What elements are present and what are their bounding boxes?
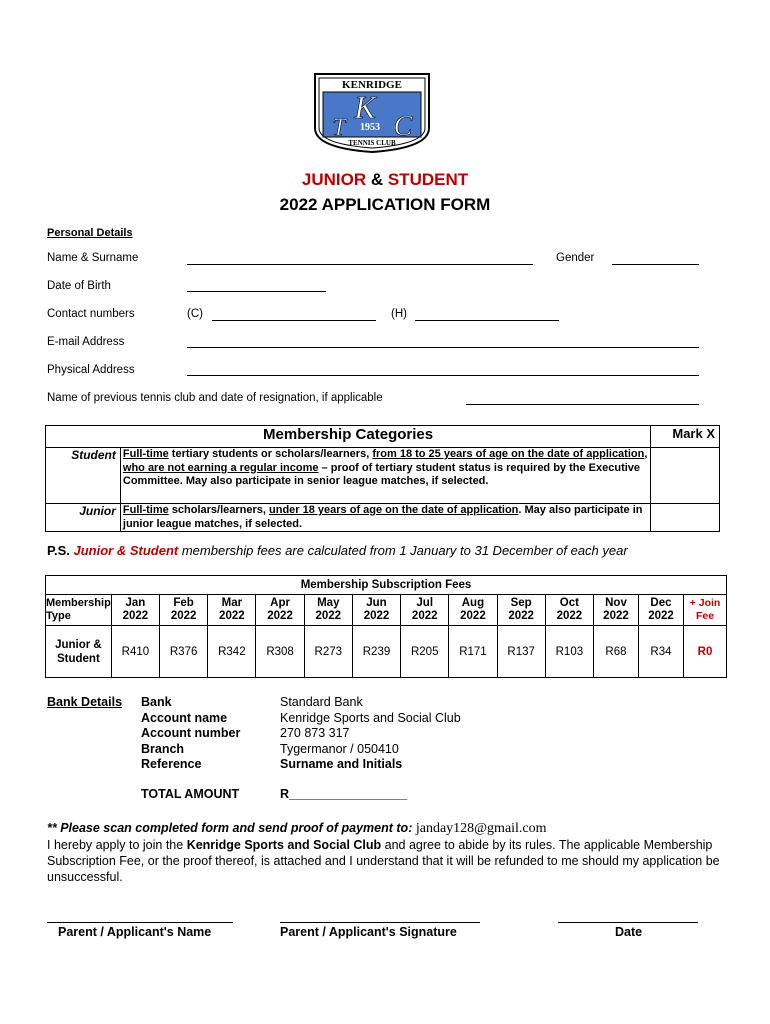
- categories-heading: Membership Categories: [46, 426, 651, 448]
- join-fee-value: R0: [684, 626, 727, 678]
- applicant-name-line[interactable]: [47, 922, 233, 923]
- cell-field[interactable]: [212, 320, 376, 321]
- form-title: [0, 170, 770, 190]
- declaration: ** Please scan completed form and send proof of payment to: janday128@gmail.com I hereby apply to join the Kenridge Sports and Social Club and agree to abide by its rules. The applicable Membership Subscription Fee, or the proof thereof, is attached and I understand that it will be refunded to me should my application be unsuccessful.: [47, 821, 720, 884]
- svg-text:KENRIDGE: KENRIDGE: [342, 79, 402, 91]
- junior-category-description: Full-time scholars/learners, under 18 years of age on the date of application. May also participate in junior league matches, if selected.: [120, 504, 650, 532]
- bank-field-value: Kenridge Sports and Social Club: [280, 710, 461, 725]
- gender-label: Gender: [556, 252, 595, 264]
- form-subtitle: 2022 APPLICATION FORM: [279, 195, 491, 214]
- svg-text:C: C: [393, 111, 413, 142]
- fee-value: R376: [160, 626, 208, 678]
- address-field[interactable]: [187, 375, 699, 376]
- svg-text:TENNIS CLUB: TENNIS CLUB: [348, 139, 396, 147]
- dob-label: Date of Birth: [47, 280, 111, 292]
- gender-field[interactable]: [612, 264, 699, 265]
- month-header: Jun 2022: [352, 595, 400, 626]
- applicant-name-label: Parent / Applicant's Name: [58, 925, 212, 939]
- bank-field-value: Standard Bank: [280, 695, 363, 709]
- membership-type-header: Membership Type: [46, 595, 112, 626]
- membership-categories-table: [45, 425, 720, 532]
- month-header: Jul 2022: [401, 595, 449, 626]
- fee-value: R68: [593, 626, 638, 678]
- bank-field-label: Account number: [141, 726, 241, 740]
- title-junior: JUNIOR: [301, 170, 367, 189]
- address-label: Physical Address: [47, 364, 135, 376]
- mark-x-header: Mark X: [651, 426, 720, 448]
- row-label: Junior & Student: [46, 626, 112, 678]
- month-header: Oct 2022: [545, 595, 593, 626]
- join-fee-header: + Join Fee: [684, 595, 727, 626]
- previous-club-label: Name of previous tennis club and date of resignation, if applicable: [47, 392, 383, 404]
- month-header: Dec 2022: [638, 595, 683, 626]
- svg-text:K: K: [354, 89, 376, 125]
- fee-value: R137: [497, 626, 545, 678]
- total-amount-label: TOTAL AMOUNT: [141, 787, 240, 801]
- name-label: Name & Surname: [47, 252, 139, 264]
- club-logo: [313, 72, 431, 154]
- month-header: Sep 2022: [497, 595, 545, 626]
- student-category-label: Student: [46, 448, 121, 504]
- month-header: Apr 2022: [256, 595, 304, 626]
- previous-club-field[interactable]: [466, 404, 699, 405]
- contact-label: Contact numbers: [47, 308, 135, 320]
- date-label: Date: [615, 925, 643, 939]
- signature-line[interactable]: [280, 922, 480, 923]
- fee-value: R34: [638, 626, 683, 678]
- title-amp: &: [370, 170, 384, 189]
- fees-heading: Membership Subscription Fees: [46, 576, 727, 595]
- fee-value: R205: [401, 626, 449, 678]
- fee-value: R342: [208, 626, 256, 678]
- date-line[interactable]: [558, 922, 698, 923]
- bank-field-label: Bank: [141, 695, 172, 709]
- svg-text:1953: 1953: [360, 122, 380, 133]
- bank-field-value: Tygermanor / 050410: [280, 741, 399, 756]
- fee-value: R308: [256, 626, 304, 678]
- contact-email[interactable]: janday128@gmail.com: [415, 821, 547, 836]
- email-label: E-mail Address: [47, 336, 125, 348]
- name-field[interactable]: [187, 264, 533, 265]
- fee-value: R273: [304, 626, 352, 678]
- fee-value: R103: [545, 626, 593, 678]
- month-header: Jan 2022: [111, 595, 159, 626]
- signature-label: Parent / Applicant's Signature: [280, 925, 457, 939]
- fee-value: R239: [352, 626, 400, 678]
- home-label: (H): [391, 308, 407, 320]
- fee-value: R171: [449, 626, 497, 678]
- junior-category-label: Junior: [46, 504, 121, 532]
- month-header: Aug 2022: [449, 595, 497, 626]
- bank-field-value: 270 873 317: [280, 726, 350, 740]
- month-header: Mar 2022: [208, 595, 256, 626]
- personal-details-heading: Personal Details: [47, 227, 133, 239]
- month-header: Nov 2022: [593, 595, 638, 626]
- total-amount-field[interactable]: R_________________: [280, 787, 408, 801]
- bank-details-heading: Bank Details: [47, 695, 123, 709]
- month-header: May 2022: [304, 595, 352, 626]
- month-header: Feb 2022: [160, 595, 208, 626]
- cell-label: (C): [187, 308, 203, 320]
- student-category-description: Full-time tertiary students or scholars/learners, from 18 to 25 years of age on the date of application, who are not earning a regular income – proof of tertiary student status is required by the Executive Committee. May also participate in senior league matches, if selected.: [120, 448, 650, 504]
- bank-field-label: Reference: [141, 757, 202, 771]
- bank-field-label: Branch: [141, 741, 185, 756]
- email-field[interactable]: [187, 347, 699, 348]
- svg-text:T: T: [332, 115, 346, 141]
- student-mark-cell[interactable]: [651, 448, 720, 504]
- fees-note: P.S. Junior & Student membership fees are calculated from 1 January to 31 December of each year: [47, 543, 628, 558]
- bank-field-label: Account name: [141, 710, 228, 725]
- title-student: STUDENT: [387, 170, 469, 189]
- subscription-fees-table: [45, 575, 727, 678]
- junior-mark-cell[interactable]: [651, 504, 720, 532]
- fee-value: R410: [111, 626, 159, 678]
- home-field[interactable]: [415, 320, 559, 321]
- bank-field-value: Surname and Initials: [280, 757, 403, 771]
- submit-instruction: ** Please scan completed form and send proof of payment to:: [47, 821, 413, 835]
- dob-field[interactable]: [187, 291, 326, 292]
